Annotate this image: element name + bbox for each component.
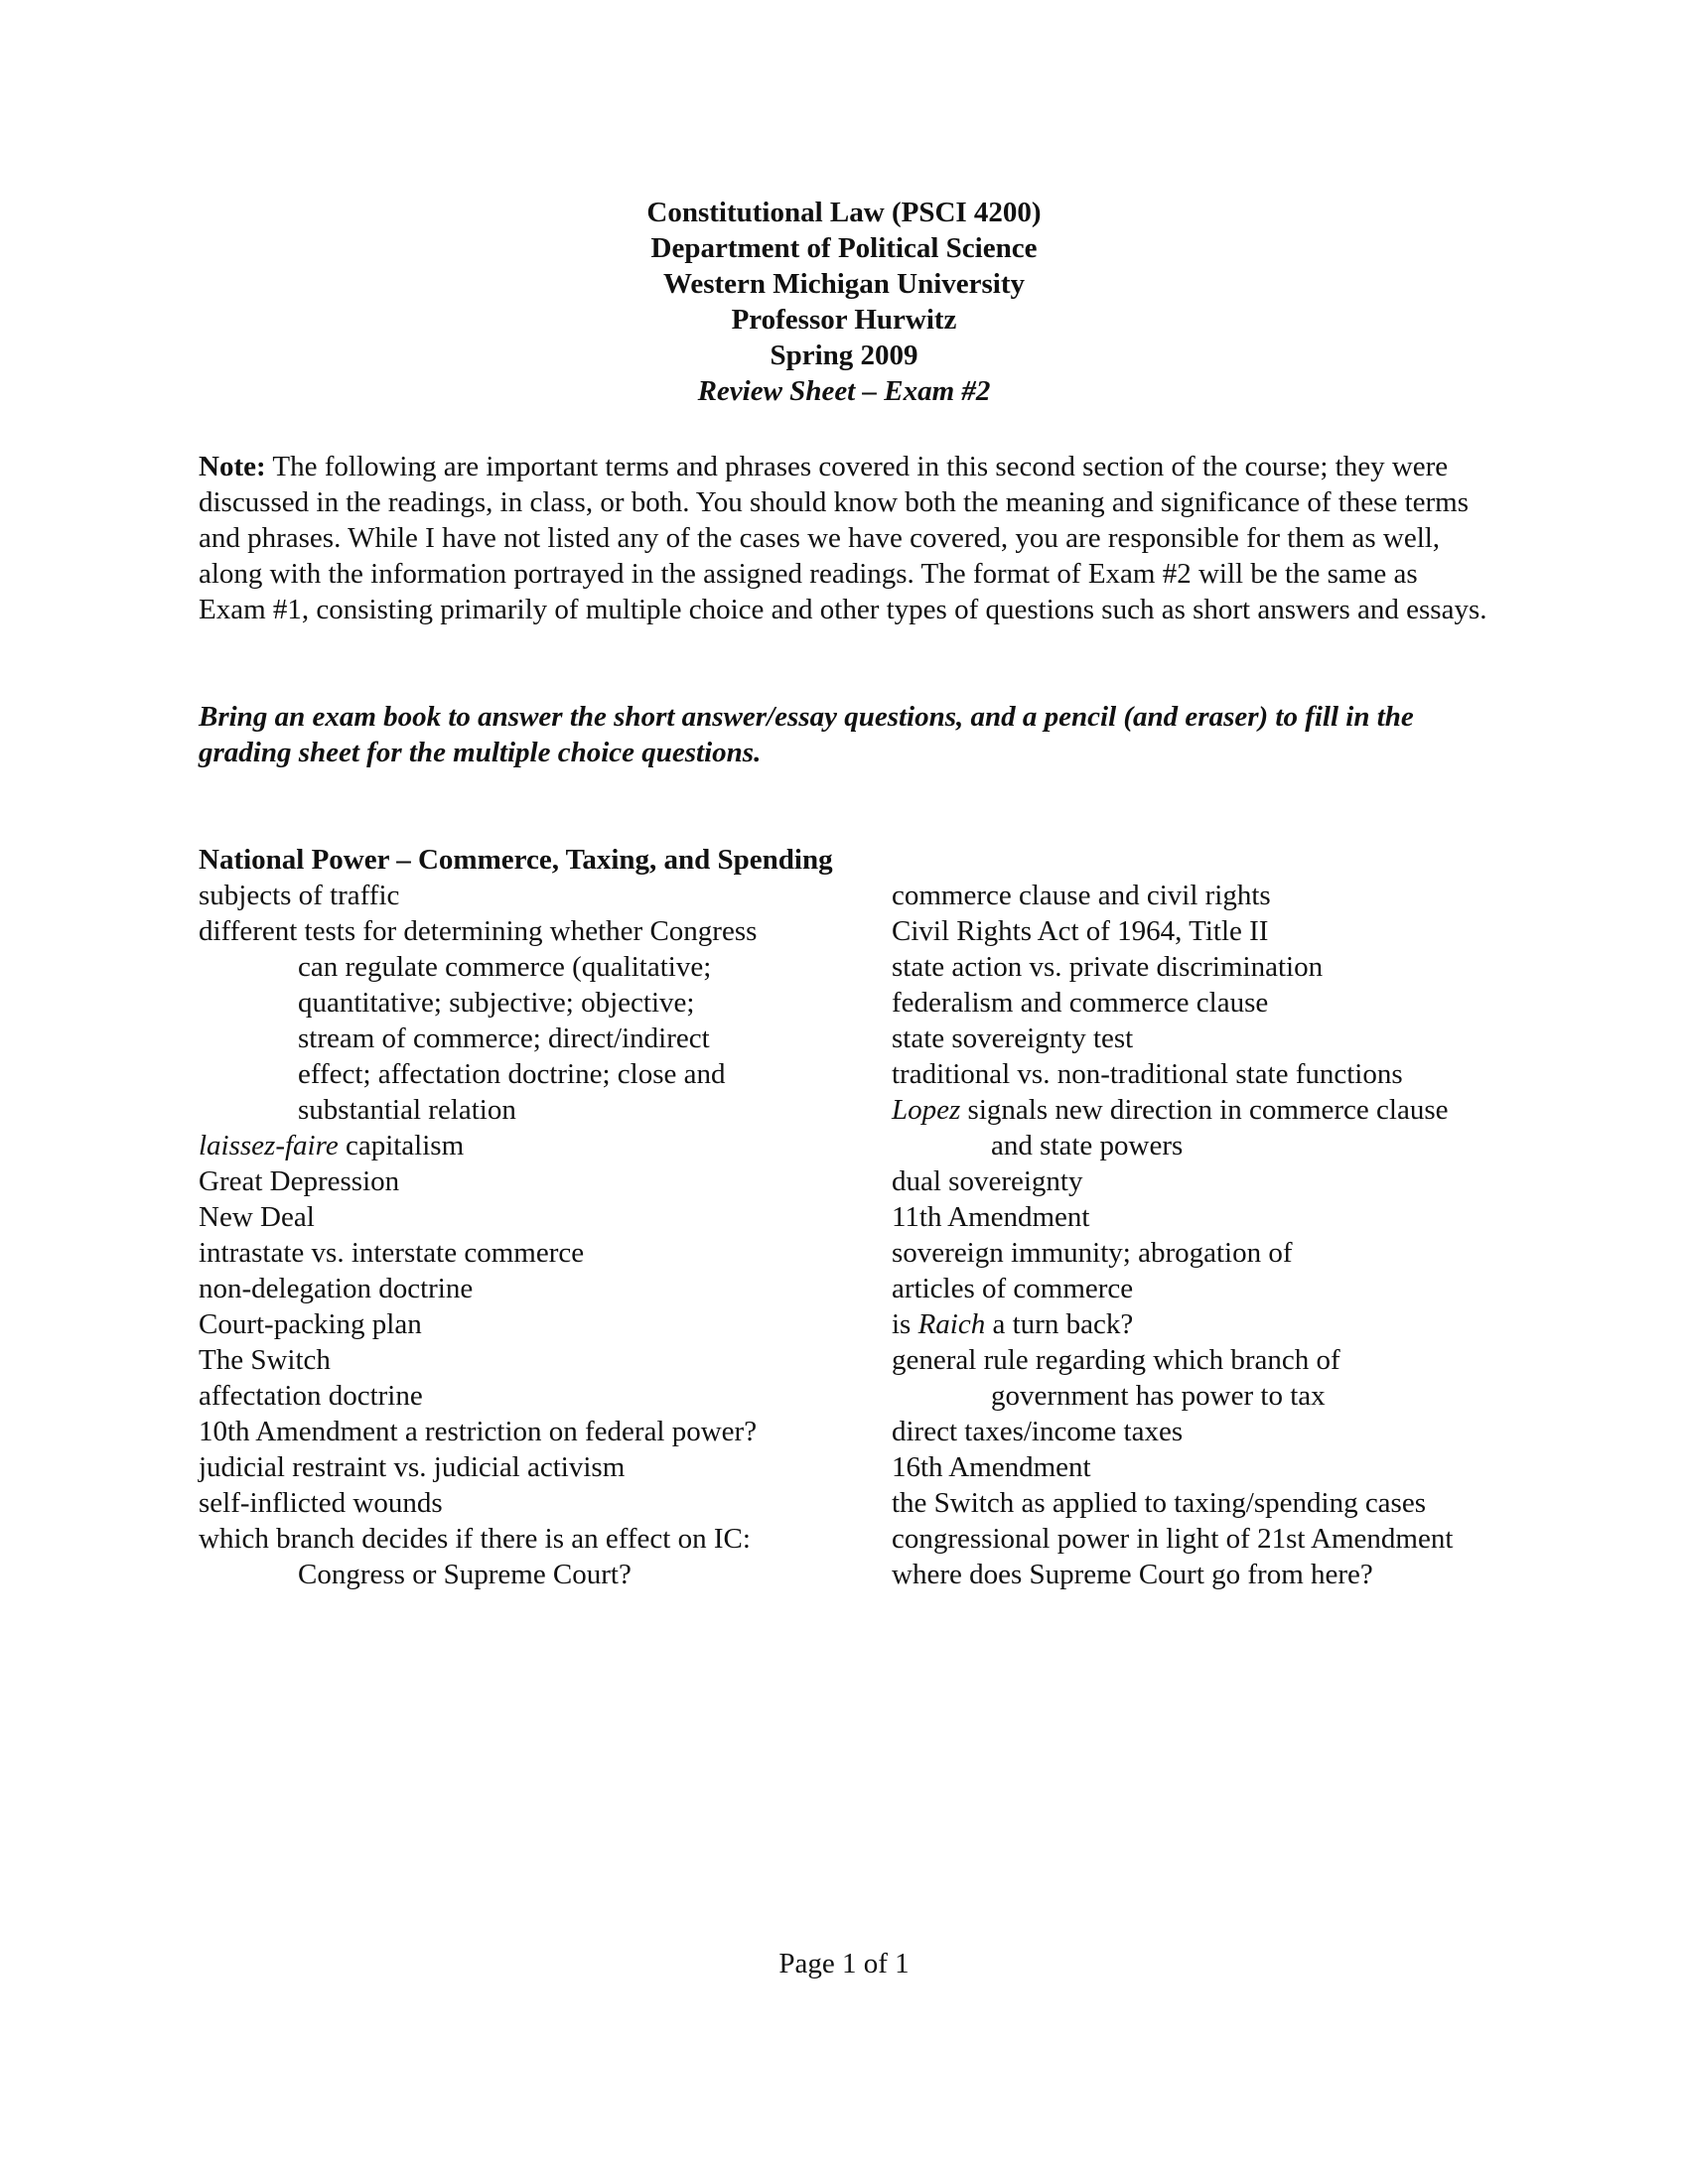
term-item: which branch decides if there is an effect on IC:: [199, 1523, 751, 1555]
term-item: [892, 1306, 1527, 1342]
term-item: New Deal: [199, 1201, 315, 1233]
term-item: Great Depression: [199, 1165, 400, 1197]
term-item: general rule regarding which branch of: [892, 1344, 1340, 1376]
term-continuation: can regulate commerce (qualitative;: [298, 951, 712, 983]
term-item: traditional vs. non-traditional state functions: [892, 1058, 1403, 1090]
term-item: direct taxes/income taxes: [892, 1416, 1184, 1447]
term-continuation: Congress or Supreme Court?: [298, 1559, 632, 1590]
note-paragraph: [199, 449, 1489, 627]
term-item: [199, 1128, 874, 1163]
term-item: different tests for determining whether Congress: [199, 915, 758, 947]
section-heading: National Power – Commerce, Taxing, and Spending: [199, 844, 833, 876]
professor-name: Professor Hurwitz: [731, 304, 957, 336]
note-text: The following are important terms and phrases covered in this second section of the course; they were discussed in the readings, in class, or both. You should know both the meaning and significance of these terms and phrases. While I have not listed any of the cases we have covered, you are responsible for them as well, along with the information portrayed in the assigned readings. The format of Exam #2 will be the same as Exam #1, consisting primarily of multiple choice and other types of questions such as short answers and essays.: [199, 451, 1487, 625]
term-item: affectation doctrine: [199, 1380, 423, 1412]
terms-column-left: [199, 878, 874, 1592]
term-item: The Switch: [199, 1344, 331, 1376]
term-continuation: substantial relation: [298, 1094, 516, 1126]
term-item: federalism and commerce clause: [892, 987, 1269, 1019]
page-number: Page 1 of 1: [778, 1948, 910, 1979]
term-item: judicial restraint vs. judicial activism: [199, 1451, 626, 1483]
term-item: intrastate vs. interstate commerce: [199, 1237, 585, 1269]
term-text: is: [892, 1308, 918, 1340]
term-item: 10th Amendment a restriction on federal power?: [199, 1416, 758, 1447]
term-italic: Lopez: [892, 1094, 961, 1126]
course-title: Constitutional Law (PSCI 4200): [646, 197, 1042, 228]
term-continuation: government has power to tax: [991, 1380, 1326, 1412]
term-item: non-delegation doctrine: [199, 1273, 474, 1304]
term-item: Court-packing plan: [199, 1308, 422, 1340]
term-item: state sovereignty test: [892, 1023, 1134, 1054]
term-item: state action vs. private discrimination: [892, 951, 1324, 983]
term-text: a turn back?: [985, 1308, 1134, 1340]
term-continuation: effect; affectation doctrine; close and: [298, 1058, 726, 1090]
term-continuation: and state powers: [991, 1130, 1184, 1161]
term-italic: Raich: [917, 1308, 986, 1340]
term-item: dual sovereignty: [892, 1165, 1083, 1197]
term-item: 11th Amendment: [892, 1201, 1090, 1233]
term-label: Spring 2009: [770, 340, 918, 371]
term-item: 16th Amendment: [892, 1451, 1091, 1483]
term-continuation: quantitative; subjective; objective;: [298, 987, 695, 1019]
term-item: the Switch as applied to taxing/spending cases: [892, 1487, 1427, 1519]
note-label: Note:: [199, 451, 266, 482]
document-header: [0, 195, 1688, 409]
term-item: [892, 1092, 1527, 1128]
term-item: Civil Rights Act of 1964, Title II: [892, 915, 1269, 947]
terms-column-right: [892, 878, 1527, 1592]
term-item: commerce clause and civil rights: [892, 880, 1271, 911]
term-item: sovereign immunity; abrogation of: [892, 1237, 1293, 1269]
term-item: self-inflicted wounds: [199, 1487, 443, 1519]
exam-instruction: Bring an exam book to answer the short answer/essay questions, and a pencil (and eraser) to fill in the grading sheet for the multiple choice questions.: [199, 701, 1414, 768]
term-text: signals new direction in commerce clause: [960, 1094, 1449, 1126]
university-name: Western Michigan University: [662, 268, 1026, 300]
term-item: congressional power in light of 21st Amendment: [892, 1523, 1454, 1555]
term-item: where does Supreme Court go from here?: [892, 1559, 1373, 1590]
term-text: capitalism: [338, 1130, 465, 1161]
department-name: Department of Political Science: [650, 232, 1038, 264]
document-subtitle: Review Sheet – Exam #2: [697, 375, 991, 407]
term-item: subjects of traffic: [199, 880, 400, 911]
term-continuation: stream of commerce; direct/indirect: [298, 1023, 710, 1054]
term-italic: laissez-faire: [199, 1130, 339, 1161]
term-item: articles of commerce: [892, 1273, 1134, 1304]
